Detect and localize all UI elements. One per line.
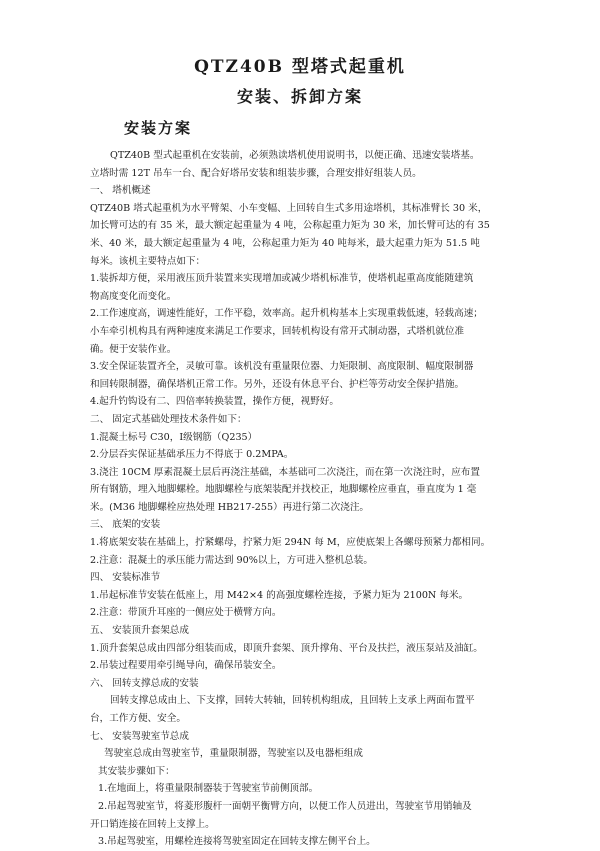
text-line: 2.注意：带顶升耳座的一侧应处于横臂方向。: [90, 607, 282, 619]
text-line: 1.混凝土标号 C30，Ⅰ级钢筋（Q235）: [90, 431, 258, 443]
text-line: 米、40 米，最大额定起重量为 4 吨，公称起重力矩为 40 吨每米，最大起重力矩为 51.5 吨: [90, 237, 480, 249]
document-title: QTZ40B 型塔式起重机: [194, 57, 406, 77]
text-line: QTZ40B 塔式起重机为水平臂架、小车变幅、上回转自生式多用途塔机，其标准臂长 30 米，: [90, 202, 488, 214]
section-heading: 二、 固定式基础处理技术条件如下：: [90, 413, 247, 425]
document-body: [90, 147, 516, 851]
text-line: 小车牵引机构具有两种速度来满足工作要求，回转机构设有常开式制动器，式塔机就位准: [90, 325, 465, 337]
text-line: 3.吊起驾驶室，用螺栓连接将驾驶室固定在回转支撑左侧平台上。: [98, 836, 376, 848]
text-line: QTZ40B 型式起重机在安装前，必须熟读塔机使用说明书，以便正确、迅速安装塔基。: [110, 150, 480, 161]
text-line: 确。便于安装作业。: [90, 343, 177, 355]
text-line: 驾驶室总成由驾驶室节，重量限制器，驾驶室以及电器柜组成: [104, 748, 364, 760]
section-heading: 七、 安装驾驶室节总成: [90, 730, 189, 742]
text-line: 3.安全保证装置齐全，灵敏可靠。该机没有重量限位器、力矩限制、高度限制、幅度限制器: [90, 361, 474, 373]
text-line: 1.顶升套架总成由四部分组装而成，即顶升套架、顶升撑角、平台及扶拦，液压泵站及油缸。: [90, 642, 483, 654]
text-line: 2.吊起驾驶室节，将菱形腹杆一面朝平衡臂方向，以便工作人员进出，驾驶室节用销轴及: [98, 800, 472, 812]
text-line: 1.将底架安装在基础上，拧紧螺母，拧紧力矩 294N 每 M，应使底架上各螺母预紧力都相同。: [90, 537, 491, 549]
text-line: 1.吊起标准节安装在低座上，用 M42×4 的高强度螺栓连接，予紧力矩为 2100N 每米。: [90, 589, 469, 601]
text-line: 立塔时需 12T 吊车一台、配合好塔吊安装和组装步骤，合理安排好组装人员。: [90, 167, 422, 179]
text-line: 台，工作方便、安全。: [90, 713, 186, 724]
text-line: 1.在地面上，将重量限制器装于驾驶室节前侧顶部。: [98, 783, 319, 795]
text-line: 开口销连接在回转上支撑上。: [90, 818, 215, 830]
text-line: 所有钢筋，埋入地脚螺栓。地脚螺栓与底架装配并找校正，地脚螺栓应垂直，垂直度为 1 毫: [90, 484, 477, 496]
section-heading: 五、 安装顶升套架总成: [90, 625, 189, 637]
text-line: 米。(M36 地脚螺栓应热处理 HB217-255）再进行第二次浇注。: [90, 501, 370, 513]
text-line: 和回转限制器，确保塔机正常工作。另外，还设有休息平台、护栏等劳动安全保护措施。: [90, 378, 465, 390]
document-subtitle: 安装、拆卸方案: [236, 87, 363, 106]
section-title: 安装方案: [124, 119, 193, 137]
text-line: 其安装步骤如下：: [98, 765, 175, 777]
section-heading: 四、 安装标准节: [90, 572, 161, 584]
text-line: 1.装拆却方便，采用液压顶升装置来实现增加或减少塔机标准节，使塔机起重高度能随建筑: [90, 273, 474, 285]
text-line: 2.注意：混凝土的承压能力需达到 90%以上，方可进入整机总装。: [90, 554, 373, 566]
text-line: 回转支撑总成由上、下支撑，回转大转轴，回转机构组成，且回转上支承上两面布置平: [110, 695, 475, 707]
text-line: 2.分层吞实保证基础承压力不得底于 0.2MPA。: [90, 449, 294, 461]
text-line: 加长臂可达的有 35 米，最大额定起重量为 4 吨，公称起重力矩为 30 米，加长臂可达的有 35: [90, 220, 490, 232]
section-heading: 一、 塔机概述: [90, 185, 151, 197]
text-line: 2.吊装过程要用牵引绳导向，确保吊装安全。: [90, 660, 282, 672]
text-line: 4.起升钓钩设有二、四倍率转换装置，操作方便，视野好。: [90, 396, 339, 408]
text-line: 每米。该机主要特点如下：: [90, 255, 206, 267]
section-heading: 六、 回转支撑总成的安装: [90, 677, 199, 689]
text-line: 2.工作速度高，调速性能好，工作平稳，效率高。起升机构基本上实现重载低速，轻载高速；: [90, 308, 483, 320]
section-heading: 三、 底架的安装: [90, 519, 161, 531]
text-line: 3.浇注 10CM 厚素混凝土层后再浇注基础，本基础可二次浇注，而在第一次浇注时，应布置: [90, 466, 480, 478]
text-line: 物高度变化而变化。: [90, 290, 177, 302]
